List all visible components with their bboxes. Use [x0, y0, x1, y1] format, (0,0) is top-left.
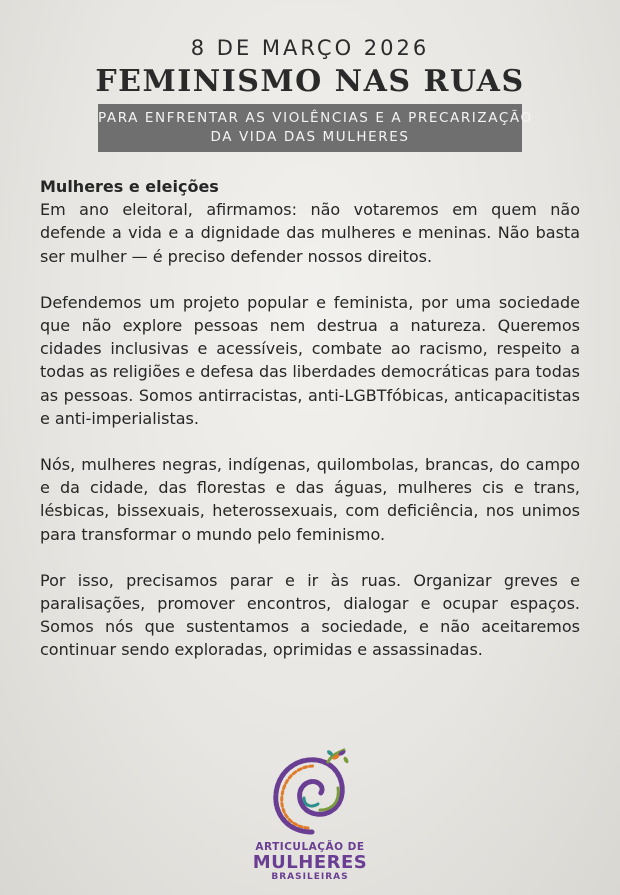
event-date: 8 DE MARÇO 2026 — [190, 36, 430, 60]
subtitle-banner — [98, 104, 533, 152]
page-title: FEMINISMO NAS RUAS — [95, 64, 525, 99]
body-text — [40, 175, 580, 685]
paragraph-3: Nós, mulheres negras, indígenas, quilombolas, brancas, do campo e da cidade, das florestas e das águas, mulheres cis e trans, lésbicas, bissexuais, heterossexuais, com deficiência, nos unimos para transformar o mundo pelo feminismo. — [40, 455, 580, 544]
section-heading: Mulheres e eleições — [40, 177, 219, 196]
paragraph-2: Defendemos um projeto popular e feminista, por uma sociedade que não explore pessoas nem destrua a natureza. Queremos cidades inclusivas e acessíveis, combate ao racismo, respeito a todas as religiões e defesa das liberdades democráticas para todas as pessoas. Somos antirracistas, anti-LGBTfóbicas, anticapacitistas e anti-imperialistas. — [40, 292, 580, 428]
paragraph-4: Por isso, precisamos parar e ir às ruas. Organizar greves e paralisações, promover encontros, dialogar e ocupar espaços. Somos nós que sustentamos a sociedade, e não aceitaremos continuar sendo exploradas, oprimidas e assassinadas. — [40, 570, 580, 660]
banner-line-2: DA VIDA DAS MULHERES — [210, 129, 410, 145]
spiral-wreath-icon — [268, 748, 352, 840]
banner-line-1: PARA ENFRENTAR AS VIOLÊNCIAS E A PRECARIZAÇÃO — [98, 110, 533, 126]
logo-text-line-3: BRASILEIRAS — [271, 872, 349, 882]
logo-text-line-1: ARTICULAÇÃO DE — [255, 841, 365, 853]
organization-logo — [0, 748, 620, 888]
logo-text-line-2: MULHERES — [252, 852, 368, 873]
paragraph-1: Em ano eleitoral, afirmamos: não votaremos em quem não defende a vida e a dignidade das mulheres e meninas. Não basta ser mulher — é preciso defender nossos direitos. — [40, 200, 580, 266]
